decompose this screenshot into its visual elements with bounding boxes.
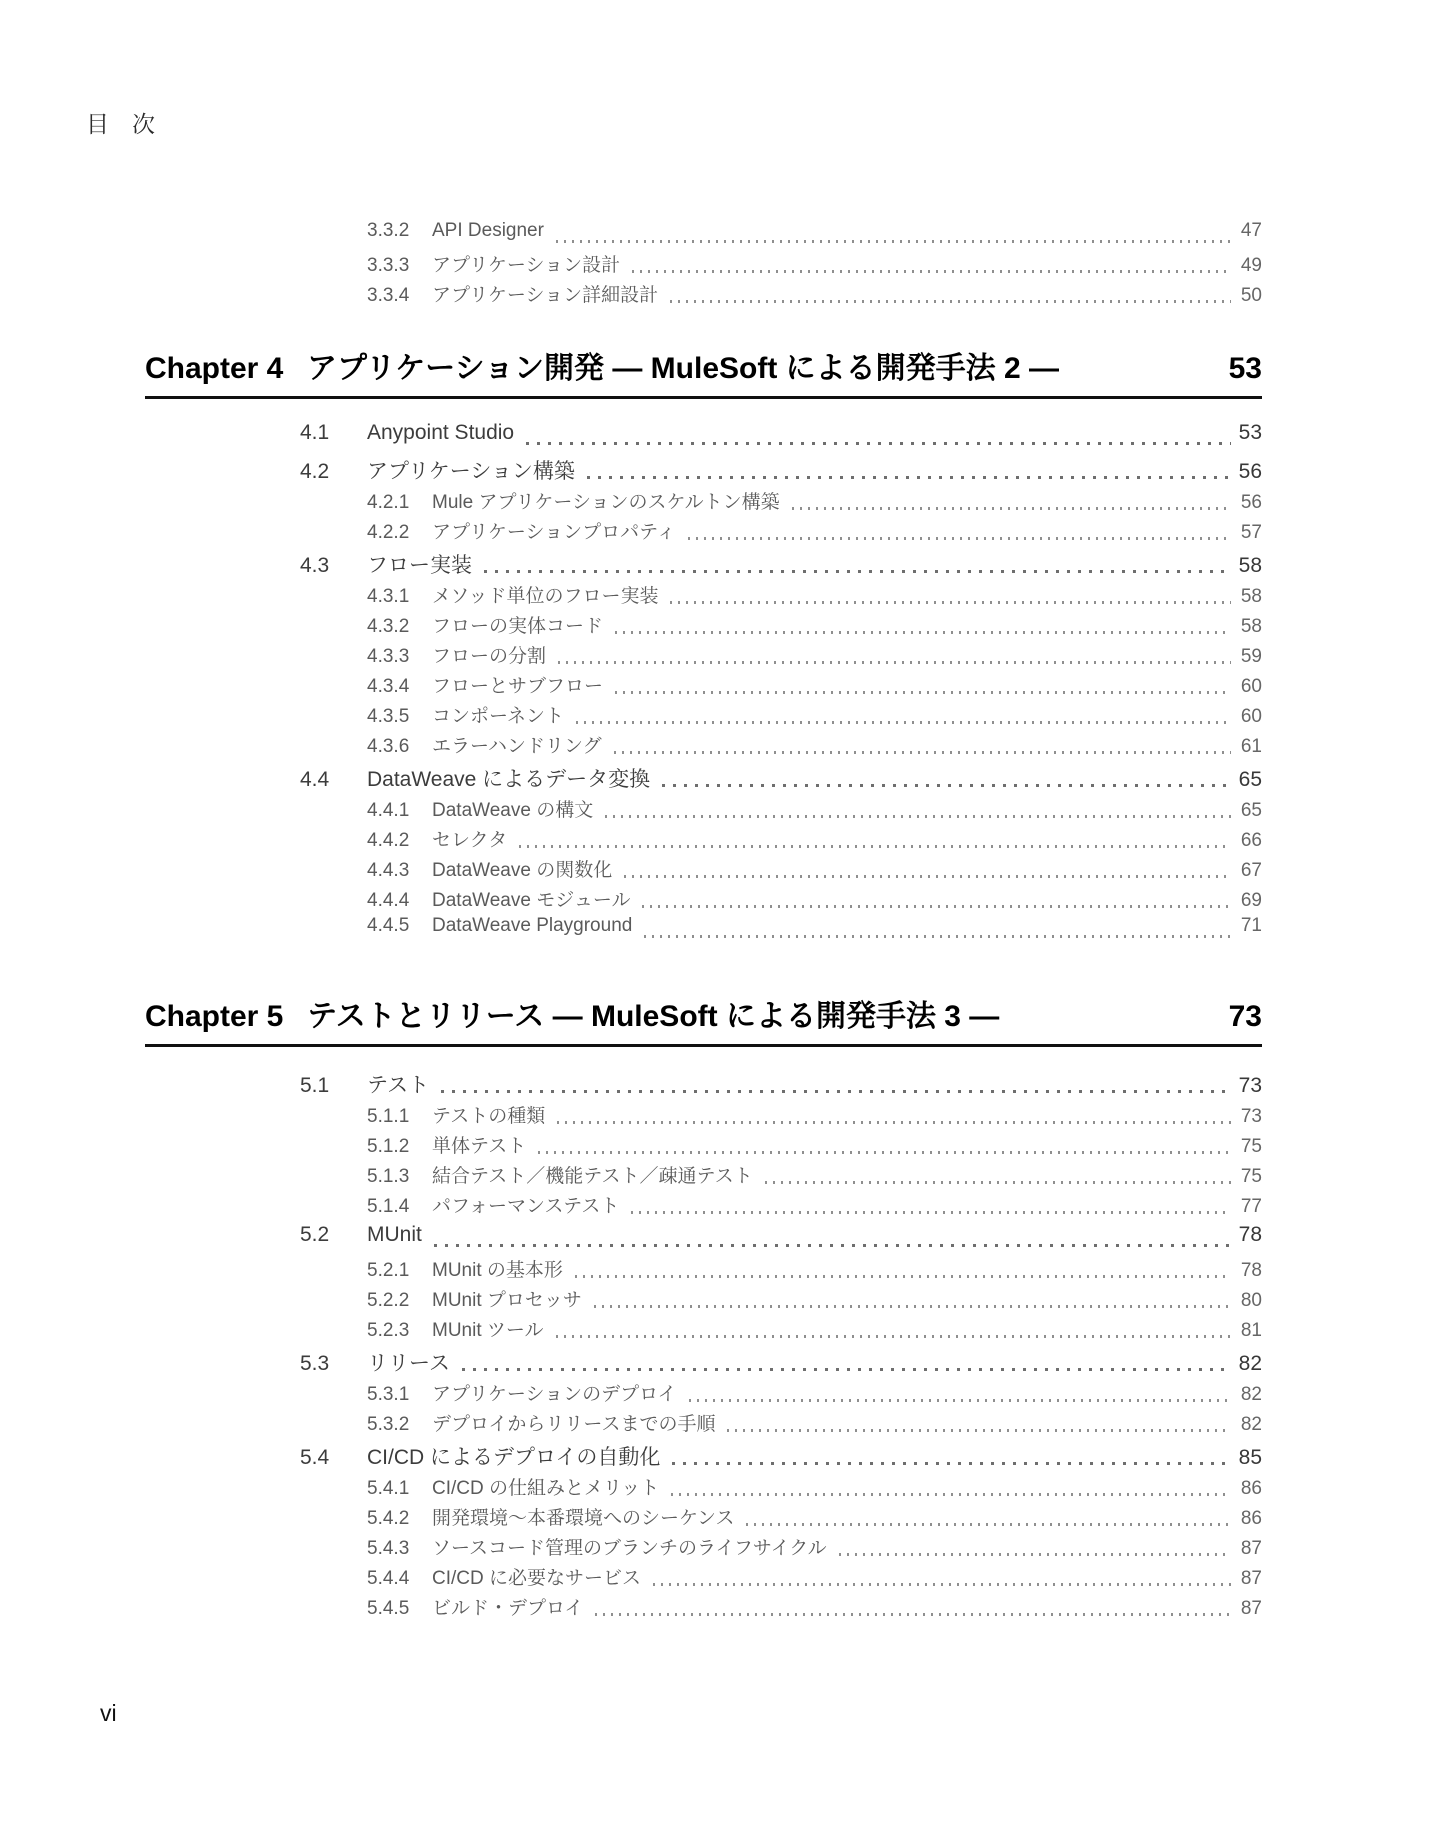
- toc-chapter: [145, 991, 1262, 1623]
- entry-page-number: 71: [1240, 915, 1262, 936]
- entry-number: 5.4.4: [367, 1568, 410, 1589]
- dot-leader: [556, 1335, 1231, 1338]
- entry-page-number: 65: [1240, 800, 1262, 821]
- entry-label: パフォーマンステスト: [432, 1196, 620, 1217]
- entry-page-number: 47: [1240, 220, 1262, 241]
- dot-leader: [792, 507, 1231, 510]
- entry-number: 4.3.4: [367, 676, 410, 697]
- entry-page-number: 86: [1240, 1508, 1262, 1529]
- entry-number: 5.3.1: [367, 1384, 410, 1405]
- entry-label: MUnit ツール: [432, 1320, 544, 1341]
- dot-leader: [670, 300, 1231, 303]
- entry-number: 5.2.3: [367, 1320, 410, 1341]
- entry-label: DataWeave モジュール: [432, 890, 631, 911]
- toc-entry: [145, 1223, 1262, 1255]
- dot-leader: [624, 875, 1231, 878]
- toc-entry: [145, 581, 1262, 611]
- chapter-entries: [145, 1069, 1262, 1623]
- entry-number: 4.4.5: [367, 915, 410, 936]
- dot-leader: [605, 815, 1231, 818]
- entry-label: フロー実装: [367, 554, 472, 577]
- dot-leader: [688, 537, 1231, 540]
- toc-entry: [145, 611, 1262, 641]
- toc-entry: [145, 1503, 1262, 1533]
- entry-label: フローの分割: [432, 646, 547, 667]
- entry-number: 4.3: [300, 554, 330, 577]
- dot-leader: [615, 691, 1231, 694]
- entry-label: アプリケーション詳細設計: [432, 285, 659, 306]
- entry-page-number: 59: [1240, 646, 1262, 667]
- entry-label: ソースコード管理のブランチのライフサイクル: [432, 1538, 827, 1559]
- entry-label: コンポーネント: [432, 706, 565, 727]
- toc-entry: [145, 671, 1262, 701]
- entry-label: デプロイからリリースまでの手順: [432, 1414, 716, 1435]
- entry-label: CI/CD によるデプロイの自動化: [367, 1446, 661, 1469]
- entry-page-number: 61: [1240, 736, 1262, 757]
- entry-number: 3.3.2: [367, 220, 410, 241]
- toc-entry: [145, 1473, 1262, 1503]
- entry-label: DataWeave の関数化: [432, 860, 613, 881]
- entry-label: テストの種類: [432, 1106, 546, 1127]
- entry-number: 5.2: [300, 1223, 330, 1246]
- toc-entry: [145, 1161, 1262, 1191]
- dot-leader: [594, 1305, 1231, 1308]
- dot-leader: [615, 631, 1231, 634]
- entry-label: 開発環境〜本番環境へのシーケンス: [432, 1508, 735, 1529]
- dot-leader: [746, 1523, 1231, 1526]
- entry-page-number: 82: [1240, 1384, 1262, 1405]
- entry-number: 5.4.2: [367, 1508, 410, 1529]
- entry-number: 5.4: [300, 1446, 330, 1469]
- dot-leader: [538, 1151, 1231, 1154]
- entry-page-number: 73: [1240, 1106, 1262, 1127]
- entry-number: 4.3.1: [367, 586, 410, 607]
- dot-leader: [519, 845, 1231, 848]
- dot-leader: [765, 1181, 1231, 1184]
- page-number-footer: vi: [100, 1700, 117, 1726]
- entry-number: 5.3: [300, 1352, 330, 1375]
- toc-chapter: [145, 343, 1262, 945]
- entry-number: 5.4.1: [367, 1478, 410, 1499]
- entry-number: 5.1.2: [367, 1136, 410, 1157]
- entry-number: 5.4.5: [367, 1598, 410, 1619]
- leading-entries: [145, 220, 1262, 310]
- entry-number: 3.3.4: [367, 285, 410, 306]
- chapter-heading: [145, 343, 1262, 399]
- entry-number: 5.1.1: [367, 1106, 410, 1127]
- entry-number: 4.3.5: [367, 706, 410, 727]
- entry-number: 4.1: [300, 421, 330, 444]
- dot-leader: [434, 1244, 1231, 1247]
- chapter-label: Chapter 5: [145, 1000, 284, 1033]
- entry-label: フローの実体コード: [432, 616, 604, 637]
- toc-entry: [145, 220, 1262, 250]
- entry-page-number: 86: [1240, 1478, 1262, 1499]
- entry-number: 4.3.6: [367, 736, 410, 757]
- entry-label: MUnit: [367, 1223, 422, 1246]
- dot-leader: [462, 1368, 1231, 1371]
- dot-leader: [575, 1275, 1231, 1278]
- entry-label: フローとサブフロー: [432, 676, 604, 697]
- toc-entry: [145, 1191, 1262, 1221]
- dot-leader: [727, 1429, 1231, 1432]
- entry-number: 4.4.3: [367, 860, 410, 881]
- dot-leader: [556, 240, 1231, 243]
- toc-entry: [145, 487, 1262, 517]
- toc-entry: [145, 250, 1262, 280]
- dot-leader: [595, 1613, 1231, 1616]
- entry-label: 単体テスト: [432, 1136, 527, 1157]
- toc-entry: [145, 701, 1262, 731]
- dot-leader: [558, 661, 1231, 664]
- entry-page-number: 56: [1238, 460, 1262, 483]
- entry-page-number: 50: [1240, 285, 1262, 306]
- entry-number: 5.1.4: [367, 1196, 410, 1217]
- chapter-list: [145, 343, 1262, 1623]
- toc-entry: [145, 1315, 1262, 1345]
- toc-entry: [145, 1563, 1262, 1593]
- entry-label: DataWeave の構文: [432, 800, 594, 821]
- entry-page-number: 77: [1240, 1196, 1262, 1217]
- entry-page-number: 67: [1240, 860, 1262, 881]
- chapter-entries: [145, 421, 1262, 945]
- dot-leader: [526, 442, 1231, 445]
- entry-number: 5.1.3: [367, 1166, 410, 1187]
- dot-leader: [557, 1121, 1231, 1124]
- toc-entry: [145, 731, 1262, 761]
- entry-page-number: 58: [1240, 616, 1262, 637]
- toc-entry: [145, 855, 1262, 885]
- dot-leader: [670, 601, 1231, 604]
- toc-entry: [145, 763, 1262, 795]
- entry-number: 4.4.2: [367, 830, 410, 851]
- toc-entry: [145, 825, 1262, 855]
- toc-entry: [145, 1285, 1262, 1315]
- entry-label: リリース: [367, 1352, 450, 1375]
- toc-entry: [145, 1533, 1262, 1563]
- dot-leader: [614, 751, 1231, 754]
- toc-entry: [145, 1441, 1262, 1473]
- entry-page-number: 82: [1240, 1414, 1262, 1435]
- entry-page-number: 78: [1240, 1260, 1262, 1281]
- chapter-page-number: 53: [1228, 352, 1262, 385]
- chapter-title: テストとリリース — MuleSoft による開発手法 3 —: [307, 1000, 1000, 1033]
- entry-label: 結合テスト／機能テスト／疎通テスト: [432, 1166, 753, 1187]
- entry-label: アプリケーションのデプロイ: [432, 1384, 677, 1405]
- toc-entry: [145, 549, 1262, 581]
- entry-label: API Designer: [432, 220, 544, 241]
- entry-page-number: 60: [1240, 676, 1262, 697]
- entry-number: 5.2.2: [367, 1290, 410, 1311]
- entry-label: DataWeave Playground: [432, 915, 633, 936]
- entry-number: 4.2.2: [367, 522, 410, 543]
- dot-leader: [632, 270, 1231, 273]
- toc-entry: [145, 885, 1262, 915]
- entry-page-number: 65: [1238, 768, 1262, 791]
- entry-page-number: 53: [1238, 421, 1262, 444]
- chapter-title: アプリケーション開発 — MuleSoft による開発手法 2 —: [307, 352, 1060, 385]
- entry-label: アプリケーション構築: [367, 460, 575, 483]
- dot-leader: [689, 1399, 1231, 1402]
- toc-entry: [145, 915, 1262, 945]
- entry-number: 4.2.1: [367, 492, 410, 513]
- entry-number: 5.2.1: [367, 1260, 410, 1281]
- entry-page-number: 75: [1240, 1166, 1262, 1187]
- entry-label: メソッド単位のフロー実装: [432, 586, 659, 607]
- toc-entry: [145, 1379, 1262, 1409]
- entry-page-number: 58: [1240, 586, 1262, 607]
- dot-leader: [441, 1090, 1231, 1093]
- toc-entry: [145, 1131, 1262, 1161]
- entry-page-number: 85: [1238, 1446, 1262, 1469]
- toc-entry: [145, 1101, 1262, 1131]
- toc-entry: [145, 795, 1262, 825]
- toc-entry: [145, 1409, 1262, 1439]
- dot-leader: [631, 1211, 1231, 1214]
- entry-page-number: 81: [1240, 1320, 1262, 1341]
- toc-entry: [145, 280, 1262, 310]
- dot-leader: [484, 570, 1231, 573]
- dot-leader: [653, 1583, 1231, 1586]
- entry-page-number: 82: [1238, 1352, 1262, 1375]
- entry-page-number: 56: [1240, 492, 1262, 513]
- toc-entry: [145, 517, 1262, 547]
- entry-page-number: 78: [1238, 1223, 1262, 1246]
- entry-label: セレクタ: [432, 830, 508, 851]
- entry-page-number: 87: [1240, 1538, 1262, 1559]
- toc-entry: [145, 1347, 1262, 1379]
- entry-number: 5.1: [300, 1074, 330, 1097]
- toc-entry: [145, 641, 1262, 671]
- entry-label: MUnit の基本形: [432, 1260, 563, 1281]
- entry-number: 4.4.1: [367, 800, 410, 821]
- dot-leader: [672, 1462, 1231, 1465]
- entry-number: 5.3.2: [367, 1414, 410, 1435]
- toc-entry: [145, 421, 1262, 453]
- toc-entry: [145, 1255, 1262, 1285]
- chapter-label: Chapter 4: [145, 352, 284, 385]
- toc-entry: [145, 1593, 1262, 1623]
- dot-leader: [587, 476, 1231, 479]
- entry-label: アプリケーション設計: [432, 255, 621, 276]
- dot-leader: [644, 935, 1231, 938]
- dot-leader: [642, 905, 1231, 908]
- dot-leader: [839, 1553, 1231, 1556]
- entry-page-number: 57: [1240, 522, 1262, 543]
- dot-leader: [671, 1493, 1231, 1496]
- chapter-page-number: 73: [1228, 1000, 1262, 1033]
- entry-page-number: 66: [1240, 830, 1262, 851]
- entry-page-number: 75: [1240, 1136, 1262, 1157]
- entry-page-number: 60: [1240, 706, 1262, 727]
- entry-number: 4.3.3: [367, 646, 410, 667]
- entry-page-number: 87: [1240, 1598, 1262, 1619]
- entry-page-number: 69: [1240, 890, 1262, 911]
- entry-page-number: 58: [1238, 554, 1262, 577]
- entry-number: 4.4.4: [367, 890, 410, 911]
- entry-page-number: 73: [1238, 1074, 1262, 1097]
- entry-number: 5.4.3: [367, 1538, 410, 1559]
- entry-label: CI/CD に必要なサービス: [432, 1568, 642, 1589]
- entry-label: CI/CD の仕組みとメリット: [432, 1478, 660, 1499]
- entry-label: テスト: [367, 1074, 430, 1097]
- entry-label: ビルド・デプロイ: [432, 1598, 584, 1619]
- entry-number: 4.4: [300, 768, 330, 791]
- dot-leader: [662, 784, 1231, 787]
- toc-entry: [145, 1069, 1262, 1101]
- chapter-heading: [145, 991, 1262, 1047]
- entry-label: MUnit プロセッサ: [432, 1290, 582, 1311]
- entry-label: エラーハンドリング: [432, 736, 602, 757]
- entry-page-number: 87: [1240, 1568, 1262, 1589]
- entry-label: アプリケーションプロパティ: [432, 522, 676, 543]
- page-title: 目 次: [86, 111, 155, 137]
- entry-page-number: 49: [1240, 255, 1262, 276]
- entry-label: Anypoint Studio: [367, 421, 515, 444]
- entry-number: 3.3.3: [367, 255, 410, 276]
- toc-entry: [145, 455, 1262, 487]
- entry-page-number: 80: [1240, 1290, 1262, 1311]
- entry-number: 4.3.2: [367, 616, 410, 637]
- table-of-contents: [145, 0, 1262, 1623]
- entry-number: 4.2: [300, 460, 330, 483]
- entry-label: DataWeave によるデータ変換: [367, 768, 651, 791]
- dot-leader: [576, 721, 1231, 724]
- entry-label: Mule アプリケーションのスケルトン構築: [432, 492, 780, 513]
